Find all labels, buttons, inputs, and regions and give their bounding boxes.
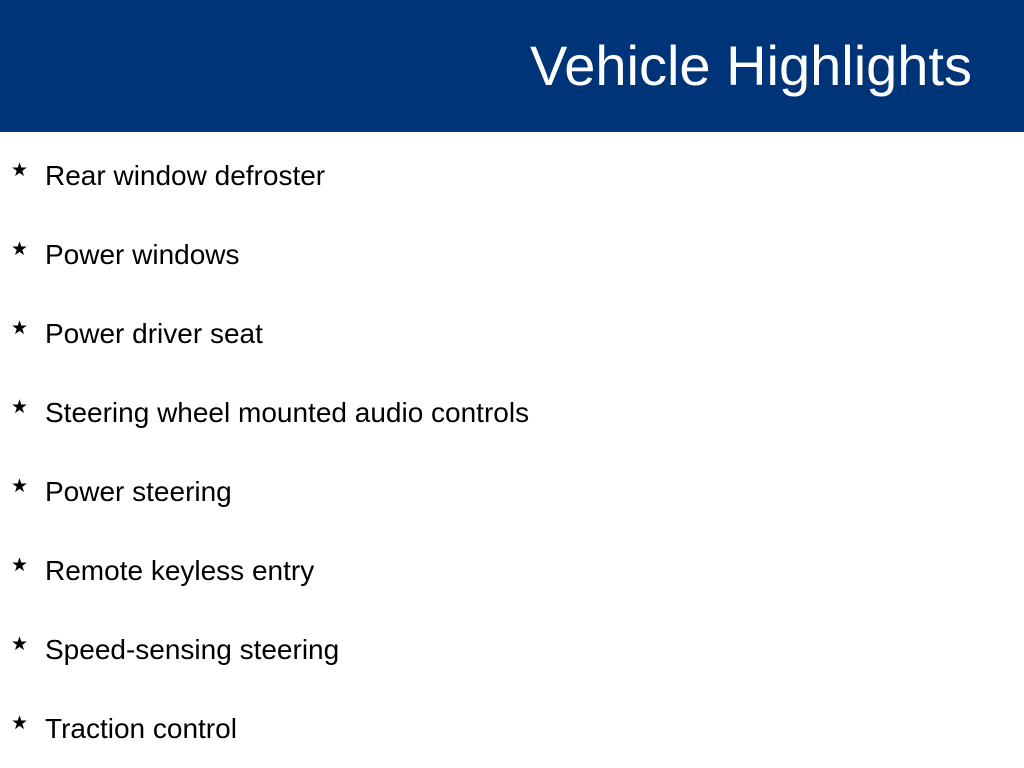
list-item [0, 231, 1000, 271]
star-icon: ★ [11, 238, 29, 260]
list-item-label: Remote keyless entry [45, 555, 315, 586]
list-item [0, 547, 1000, 587]
list-item [0, 389, 1000, 429]
star-icon: ★ [11, 712, 29, 734]
list-item [0, 705, 1000, 745]
list-item-label: Steering wheel mounted audio controls [45, 397, 530, 428]
list-item-label: Rear window defroster [45, 160, 326, 191]
list-item [0, 626, 1000, 666]
list-item-label: Speed-sensing steering [45, 634, 340, 665]
list-item-label: Power driver seat [45, 318, 263, 349]
star-icon: ★ [11, 396, 29, 418]
slide-title: Vehicle Highlights [529, 34, 972, 97]
list-item [0, 152, 1000, 192]
list-item-label: Traction control [45, 713, 237, 744]
title-banner [0, 0, 1024, 132]
star-icon: ★ [11, 317, 29, 339]
star-icon: ★ [11, 475, 29, 497]
star-icon: ★ [11, 159, 29, 181]
list-item-label: Power windows [45, 239, 240, 270]
star-icon: ★ [11, 633, 29, 655]
list-item [0, 310, 1000, 350]
list-item [0, 468, 1000, 508]
list-item-label: Power steering [45, 476, 232, 507]
star-icon: ★ [11, 554, 29, 576]
